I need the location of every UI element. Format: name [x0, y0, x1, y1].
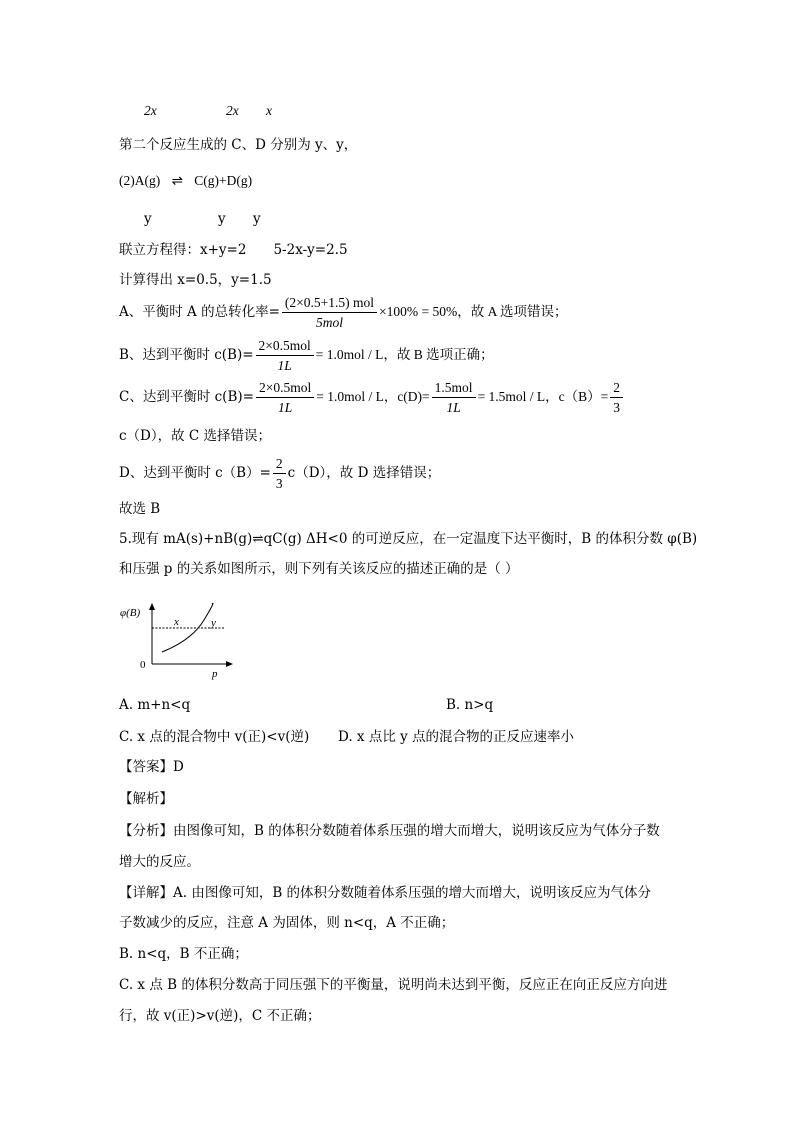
analysis-heading: 【解析】 — [119, 791, 173, 807]
detail-line-1: 【详解】A. 由图像可知，B 的体积分数随着体系压强的增大而增大，说明该反应为气体分 — [119, 885, 652, 901]
reaction-rhs: C(g)+D(g) — [194, 173, 253, 188]
option-c-denominator-2: 1L — [446, 400, 461, 415]
solve-line: 计算得出 x=0.5，y=1.5 — [119, 272, 272, 288]
option-c-fraction-1 — [256, 379, 314, 416]
choice-b: B. n>q — [446, 697, 494, 713]
products-line: 第二个反应生成的 C、D 分别为 y、y， — [119, 137, 358, 153]
choice-c: C. x 点的混合物中 v(正)<v(逆) — [119, 729, 310, 745]
phi-b-pressure-graph — [118, 602, 248, 682]
option-c-mid: = 1.0mol / L，c(D)= — [316, 389, 430, 404]
option-d-numerator: 2 — [273, 455, 286, 474]
option-c-numerator-2: 1.5mol — [432, 379, 476, 398]
question-5-line-1: 5.现有 mA(s)+nB(g)⇌qC(g) ΔH<0 的可逆反应，在一定温度下达平衡时，B 的体积分数 φ(B) — [119, 531, 698, 547]
graph-x-arrow — [226, 661, 233, 667]
equation-line: 联立方程得：x+y=2 5-2x-y=2.5 — [119, 242, 348, 258]
option-c-line — [119, 379, 625, 416]
option-a-numerator: (2×0.5+1.5) mol — [282, 294, 377, 313]
row2-a: y — [144, 211, 152, 227]
option-a-denominator: 5mol — [315, 315, 343, 330]
option-c-denominator-3: 3 — [613, 400, 621, 415]
row2-c: y — [253, 211, 261, 227]
top-row-b: 2x — [226, 103, 239, 118]
detail-line-5: 行，故 v(正)>v(逆)，C 不正确； — [119, 1008, 321, 1024]
reaction-2 — [119, 172, 252, 190]
option-d-suffix: c（D），故 D 选择错误； — [287, 465, 441, 481]
option-d-prefix: D、达到平衡时 c（B）= — [119, 465, 271, 481]
option-c-prefix: C、达到平衡时 c(B)= — [119, 389, 254, 405]
choice-a: A. m+n<q — [119, 697, 191, 713]
option-b-line — [119, 337, 494, 374]
analysis-line-2: 增大的反应。 — [119, 854, 200, 870]
top-row-a: 2x — [144, 103, 157, 118]
option-c-mid-2: = 1.5mol / L，c（B）= — [477, 389, 609, 404]
option-c-continued: c（D），故 C 选择错误； — [119, 428, 272, 444]
option-b-prefix: B、达到平衡时 c(B)= — [119, 347, 254, 363]
top-row-c: x — [266, 103, 272, 118]
option-c-denominator-1: 1L — [277, 400, 293, 415]
detail-line-3: B. n<q，B 不正确； — [119, 946, 248, 962]
option-c-numerator-3: 2 — [610, 379, 623, 398]
option-c-numerator-1: 2×0.5mol — [256, 379, 314, 398]
choice-d: D. x 点比 y 点的混合物的正反应速率小 — [338, 729, 575, 745]
option-b-denominator: 1L — [277, 358, 292, 373]
detail-line-2: 子数减少的反应，注意 A 为固体，则 n<q，A 不正确； — [119, 915, 455, 931]
row2-b: y — [218, 211, 226, 227]
reaction-arrow: ⇌ — [171, 173, 183, 188]
analysis-line-1: 【分析】由图像可知，B 的体积分数随着体系压强的增大而增大，说明该反应为气体分子数 — [119, 823, 660, 839]
option-a-line — [119, 294, 568, 331]
option-a-suffix: ×100% = 50%，故 A 选项错误； — [379, 304, 568, 319]
choose-line: 故选 B — [119, 501, 161, 517]
option-d-line — [119, 455, 440, 492]
option-d-fraction — [273, 455, 286, 492]
option-b-suffix: = 1.0mol / L，故 B 选项正确； — [315, 347, 494, 362]
reaction-lhs: (2)A(g) — [119, 173, 161, 188]
option-a-fraction — [282, 294, 377, 331]
graph-xlabel: p — [212, 668, 218, 680]
option-d-denominator: 3 — [275, 476, 283, 491]
answer-line: 【答案】D — [119, 759, 184, 775]
option-b-fraction — [256, 337, 314, 374]
option-b-numerator: 2×0.5mol — [256, 337, 314, 356]
graph-y-arrow — [149, 603, 155, 610]
option-c-fraction-3 — [610, 379, 623, 416]
graph-ylabel: φ(B) — [120, 607, 141, 619]
graph-point-x: x — [174, 616, 179, 628]
graph-origin: 0 — [140, 659, 146, 671]
graph-point-y: y — [211, 617, 216, 629]
option-c-fraction-2 — [432, 379, 476, 416]
question-5-line-2: 和压强 p 的关系如图所示，则下列有关该反应的描述正确的是（ ） — [119, 561, 519, 577]
detail-line-4: C. x 点 B 的体积分数高于同压强下的平衡量，说明尚未达到平衡，反应正在向正反应方向进 — [119, 977, 668, 993]
option-a-prefix: A、平衡时 A 的总转化率= — [119, 304, 280, 320]
